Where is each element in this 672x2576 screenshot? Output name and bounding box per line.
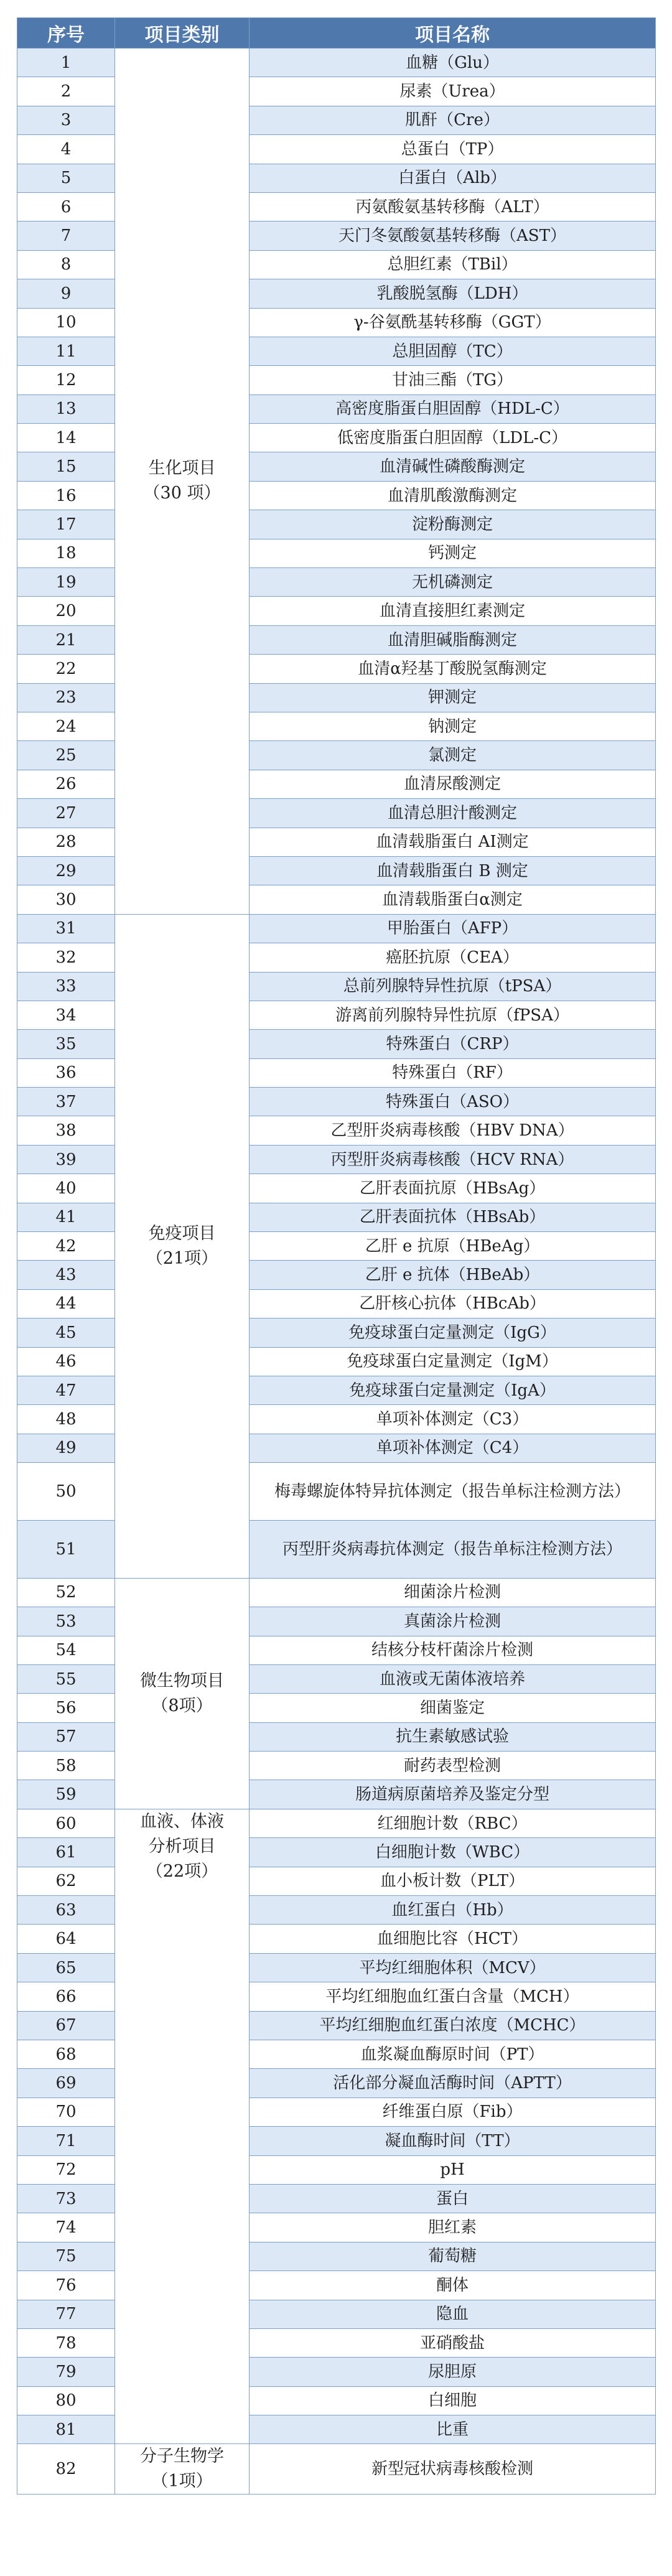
item-name: 血清α羟基丁酸脱氢酶测定 — [250, 655, 656, 683]
item-name: 游离前列腺特异性抗原（fPSA） — [250, 1001, 656, 1029]
category-label-line: （8项） — [151, 1696, 213, 1715]
table-row — [17, 250, 656, 279]
table-row — [17, 1405, 656, 1434]
table-row — [17, 2386, 656, 2415]
item-name: γ-谷氨酰基转移酶（GGT） — [250, 308, 656, 337]
row-number: 59 — [17, 1780, 115, 1809]
table-row — [17, 1867, 656, 1895]
table-row — [17, 2184, 656, 2213]
row-number: 19 — [17, 568, 115, 597]
row-number: 73 — [17, 2184, 115, 2213]
row-number: 53 — [17, 1607, 115, 1636]
row-number: 68 — [17, 2040, 115, 2068]
item-name: 肌酐（Cre） — [250, 106, 656, 134]
table-row — [17, 1347, 656, 1376]
table-row — [17, 972, 656, 1001]
category-label-line: （21项） — [146, 1248, 218, 1268]
item-name: 乙肝核心抗体（HBcAb） — [250, 1289, 656, 1318]
table-row — [17, 1001, 656, 1029]
item-name: 尿胆原 — [250, 2358, 656, 2386]
item-name: 血液或无菌体液培养 — [250, 1664, 656, 1693]
header-category: 项目类别 — [115, 18, 250, 49]
row-number: 69 — [17, 2069, 115, 2098]
item-name: 乳酸脱氢酶（LDH） — [250, 279, 656, 308]
item-name: 总前列腺特异性抗原（tPSA） — [250, 972, 656, 1001]
item-name: 平均红细胞血红蛋白浓度（MCHC） — [250, 2011, 656, 2040]
item-name: 特殊蛋白（CRP） — [250, 1030, 656, 1058]
item-name: 比重 — [250, 2415, 656, 2444]
item-name: 隐血 — [250, 2300, 656, 2328]
row-number: 22 — [17, 655, 115, 683]
row-number: 18 — [17, 539, 115, 567]
item-name: 钾测定 — [250, 683, 656, 712]
item-name: 酮体 — [250, 2271, 656, 2300]
row-number: 10 — [17, 308, 115, 337]
table-row — [17, 394, 656, 423]
item-name: 血细胞比容（HCT） — [250, 1925, 656, 1953]
category-label-line: 微生物项目 — [140, 1671, 224, 1691]
item-name: 凝血酶时间（TT） — [250, 2127, 656, 2155]
item-name: 氯测定 — [250, 741, 656, 770]
item-name: 蛋白 — [250, 2184, 656, 2213]
table-row — [17, 1896, 656, 1925]
table-row — [17, 308, 656, 337]
row-number: 26 — [17, 770, 115, 798]
item-name: 血清尿酸测定 — [250, 770, 656, 798]
table-row — [17, 1520, 656, 1578]
item-name: 无机磷测定 — [250, 568, 656, 597]
row-number: 39 — [17, 1145, 115, 1174]
item-name: 单项补体测定（C3） — [250, 1405, 656, 1434]
header-no: 序号 — [17, 18, 115, 49]
item-name: 钙测定 — [250, 539, 656, 567]
row-number: 55 — [17, 1664, 115, 1693]
row-number: 16 — [17, 481, 115, 510]
item-name: 葡萄糖 — [250, 2242, 656, 2270]
table-row — [17, 424, 656, 452]
table-row — [17, 1289, 656, 1318]
row-number: 43 — [17, 1261, 115, 1289]
category-label-line: （1项） — [151, 2471, 213, 2491]
table-row — [17, 1838, 656, 1867]
row-number: 42 — [17, 1232, 115, 1261]
row-number: 5 — [17, 164, 115, 192]
table-row — [17, 164, 656, 192]
item-name: 纤维蛋白原（Fib） — [250, 2098, 656, 2126]
row-number: 6 — [17, 192, 115, 221]
table-row — [17, 1376, 656, 1404]
table-row — [17, 741, 656, 770]
row-number: 20 — [17, 597, 115, 625]
row-number: 34 — [17, 1001, 115, 1029]
table-row — [17, 625, 656, 654]
row-number: 78 — [17, 2328, 115, 2357]
item-name: 特殊蛋白（ASO） — [250, 1088, 656, 1116]
row-number: 27 — [17, 799, 115, 828]
table-row — [17, 2271, 656, 2300]
row-number: 25 — [17, 741, 115, 770]
row-number: 65 — [17, 1953, 115, 1982]
item-name: 血清载脂蛋白α测定 — [250, 885, 656, 914]
row-number: 33 — [17, 972, 115, 1001]
table-row — [17, 2328, 656, 2357]
category-cell — [115, 49, 250, 915]
row-number: 82 — [17, 2444, 115, 2494]
table-row — [17, 597, 656, 625]
item-name: 尿素（Urea） — [250, 77, 656, 106]
item-name: 天门冬氨酸氨基转移酶（AST） — [250, 222, 656, 250]
row-number: 40 — [17, 1174, 115, 1203]
row-number: 30 — [17, 885, 115, 914]
item-name: 细菌鉴定 — [250, 1694, 656, 1722]
category-cell — [115, 1809, 250, 2444]
table-row — [17, 712, 656, 740]
item-name: 肠道病原菌培养及鉴定分型 — [250, 1780, 656, 1809]
row-number: 74 — [17, 2213, 115, 2242]
item-name: 免疫球蛋白定量测定（IgM） — [250, 1347, 656, 1376]
item-name: 白蛋白（Alb） — [250, 164, 656, 192]
row-number: 36 — [17, 1058, 115, 1087]
item-name: 总蛋白（TP） — [250, 135, 656, 164]
category-label-line: 血液、体液 — [140, 1811, 224, 1831]
table-row — [17, 1752, 656, 1780]
item-name: 细菌涂片检测 — [250, 1578, 656, 1607]
table-row — [17, 1607, 656, 1636]
item-name: 甲胎蛋白（AFP） — [250, 914, 656, 943]
row-number: 32 — [17, 943, 115, 972]
table-body — [17, 49, 656, 2494]
table-row — [17, 1174, 656, 1203]
item-name: 高密度脂蛋白胆固醇（HDL-C） — [250, 394, 656, 423]
item-name: 血清肌酸激酶测定 — [250, 481, 656, 510]
item-name: 总胆红素（TBil） — [250, 250, 656, 279]
row-number: 79 — [17, 2358, 115, 2386]
row-number: 44 — [17, 1289, 115, 1318]
row-number: 29 — [17, 856, 115, 885]
category-cell — [115, 2444, 250, 2494]
row-number: 35 — [17, 1030, 115, 1058]
table-row — [17, 1203, 656, 1231]
row-number: 17 — [17, 510, 115, 539]
row-number: 1 — [17, 49, 115, 77]
item-name: 血清载脂蛋白 B 测定 — [250, 856, 656, 885]
row-number: 50 — [17, 1463, 115, 1521]
item-name: 血清直接胆红素测定 — [250, 597, 656, 625]
table-row — [17, 1982, 656, 2011]
item-name: 低密度脂蛋白胆固醇（LDL-C） — [250, 424, 656, 452]
row-number: 46 — [17, 1347, 115, 1376]
category-label-line: 分子生物学 — [140, 2447, 224, 2466]
table-row — [17, 192, 656, 221]
table-row — [17, 655, 656, 683]
item-name: 血清碱性磷酸酶测定 — [250, 452, 656, 481]
item-name: 梅毒螺旋体特异抗体测定（报告单标注检测方法） — [250, 1463, 656, 1521]
table-row — [17, 2358, 656, 2386]
table-row — [17, 77, 656, 106]
item-name: 免疫球蛋白定量测定（IgA） — [250, 1376, 656, 1404]
item-name: 乙肝表面抗原（HBsAg） — [250, 1174, 656, 1203]
table-row — [17, 1953, 656, 1982]
item-name: 乙肝 e 抗体（HBeAb） — [250, 1261, 656, 1289]
row-number: 3 — [17, 106, 115, 134]
category-label-line: 免疫项目 — [148, 1223, 216, 1243]
item-name: 平均红细胞体积（MCV） — [250, 1953, 656, 1982]
row-number: 23 — [17, 683, 115, 712]
table-row — [17, 2127, 656, 2155]
table-row — [17, 943, 656, 972]
row-number: 52 — [17, 1578, 115, 1607]
item-name: 白细胞 — [250, 2386, 656, 2415]
table-row — [17, 1463, 656, 1521]
item-name: 血清总胆汁酸测定 — [250, 799, 656, 828]
item-name: 淀粉酶测定 — [250, 510, 656, 539]
header-name: 项目名称 — [250, 18, 656, 49]
row-number: 76 — [17, 2271, 115, 2300]
table-row — [17, 1809, 656, 1837]
item-name: 癌胚抗原（CEA） — [250, 943, 656, 972]
item-name: 乙肝表面抗体（HBsAb） — [250, 1203, 656, 1231]
item-name: 胆红素 — [250, 2213, 656, 2242]
item-name: 丙型肝炎病毒抗体测定（报告单标注检测方法） — [250, 1520, 656, 1578]
row-number: 67 — [17, 2011, 115, 2040]
table-row — [17, 1116, 656, 1145]
row-number: 58 — [17, 1752, 115, 1780]
table-row — [17, 1030, 656, 1058]
table-row — [17, 1722, 656, 1751]
table-row — [17, 1261, 656, 1289]
row-number: 9 — [17, 279, 115, 308]
item-name: 亚硝酸盐 — [250, 2328, 656, 2357]
row-number: 75 — [17, 2242, 115, 2270]
item-name: 新型冠状病毒核酸检测 — [250, 2444, 656, 2494]
table-row — [17, 49, 656, 77]
table-row — [17, 770, 656, 798]
row-number: 62 — [17, 1867, 115, 1895]
item-name: 单项补体测定（C4） — [250, 1434, 656, 1462]
row-number: 7 — [17, 222, 115, 250]
table-row — [17, 279, 656, 308]
table-row — [17, 1434, 656, 1462]
category-cell — [115, 1578, 250, 1809]
table-row — [17, 2415, 656, 2444]
table-row — [17, 539, 656, 567]
table-row — [17, 2155, 656, 2184]
row-number: 12 — [17, 366, 115, 394]
item-name: 真菌涂片检测 — [250, 1607, 656, 1636]
table-header-row — [17, 18, 656, 49]
row-number: 51 — [17, 1520, 115, 1578]
row-number: 38 — [17, 1116, 115, 1145]
row-number: 45 — [17, 1318, 115, 1347]
row-number: 13 — [17, 394, 115, 423]
row-number: 64 — [17, 1925, 115, 1953]
row-number: 24 — [17, 712, 115, 740]
item-name: 白细胞计数（WBC） — [250, 1838, 656, 1867]
row-number: 31 — [17, 914, 115, 943]
row-number: 54 — [17, 1636, 115, 1664]
category-label-line: 生化项目 — [148, 459, 216, 478]
table-row — [17, 106, 656, 134]
item-name: 血清胆碱脂酶测定 — [250, 625, 656, 654]
row-number: 2 — [17, 77, 115, 106]
table-row — [17, 2242, 656, 2270]
table-row — [17, 1088, 656, 1116]
table-row — [17, 1780, 656, 1809]
row-number: 49 — [17, 1434, 115, 1462]
test-items-table — [17, 17, 656, 2494]
item-name: 丙氨酸氨基转移酶（ALT） — [250, 192, 656, 221]
table-row — [17, 914, 656, 943]
item-name: 抗生素敏感试验 — [250, 1722, 656, 1751]
item-name: 特殊蛋白（RF） — [250, 1058, 656, 1087]
row-number: 60 — [17, 1809, 115, 1837]
table-row — [17, 1145, 656, 1174]
item-name: 血小板计数（PLT） — [250, 1867, 656, 1895]
row-number: 80 — [17, 2386, 115, 2415]
row-number: 48 — [17, 1405, 115, 1434]
table-row — [17, 2011, 656, 2040]
item-name: 红细胞计数（RBC） — [250, 1809, 656, 1837]
table-row — [17, 510, 656, 539]
table-row — [17, 1318, 656, 1347]
row-number: 4 — [17, 135, 115, 164]
table-row — [17, 1058, 656, 1087]
item-name: 乙肝 e 抗原（HBeAg） — [250, 1232, 656, 1261]
item-name: 结核分枝杆菌涂片检测 — [250, 1636, 656, 1664]
item-name: 总胆固醇（TC） — [250, 337, 656, 365]
item-name: 乙型肝炎病毒核酸（HBV DNA） — [250, 1116, 656, 1145]
row-number: 71 — [17, 2127, 115, 2155]
table-row — [17, 481, 656, 510]
item-name: 活化部分凝血活酶时间（APTT） — [250, 2069, 656, 2098]
item-name: 甘油三酯（TG） — [250, 366, 656, 394]
item-name: 耐药表型检测 — [250, 1752, 656, 1780]
row-number: 56 — [17, 1694, 115, 1722]
row-number: 37 — [17, 1088, 115, 1116]
row-number: 72 — [17, 2155, 115, 2184]
table-row — [17, 2069, 656, 2098]
row-number: 70 — [17, 2098, 115, 2126]
item-name: 钠测定 — [250, 712, 656, 740]
item-name: 血浆凝血酶原时间（PT） — [250, 2040, 656, 2068]
category-label-line: （22项） — [146, 1861, 218, 1881]
table-row — [17, 337, 656, 365]
table-row — [17, 856, 656, 885]
row-number: 77 — [17, 2300, 115, 2328]
row-number: 8 — [17, 250, 115, 279]
table-row — [17, 1694, 656, 1722]
item-name: 平均红细胞血红蛋白含量（MCH） — [250, 1982, 656, 2011]
table-row — [17, 2444, 656, 2494]
item-name: pH — [250, 2155, 656, 2184]
table-row — [17, 2040, 656, 2068]
row-number: 61 — [17, 1838, 115, 1867]
row-number: 63 — [17, 1896, 115, 1925]
table-row — [17, 2300, 656, 2328]
table-row — [17, 2098, 656, 2126]
table-row — [17, 683, 656, 712]
item-name: 血红蛋白（Hb） — [250, 1896, 656, 1925]
table-row — [17, 828, 656, 856]
table-row — [17, 1232, 656, 1261]
item-name: 血糖（Glu） — [250, 49, 656, 77]
table-row — [17, 135, 656, 164]
row-number: 11 — [17, 337, 115, 365]
category-label-line: 分析项目 — [148, 1836, 216, 1856]
table-row — [17, 1664, 656, 1693]
table-row — [17, 366, 656, 394]
table-row — [17, 568, 656, 597]
row-number: 41 — [17, 1203, 115, 1231]
row-number: 66 — [17, 1982, 115, 2011]
category-cell — [115, 914, 250, 1578]
row-number: 28 — [17, 828, 115, 856]
row-number: 21 — [17, 625, 115, 654]
row-number: 81 — [17, 2415, 115, 2444]
table-row — [17, 1925, 656, 1953]
row-number: 47 — [17, 1376, 115, 1404]
table-row — [17, 799, 656, 828]
table-row — [17, 885, 656, 914]
row-number: 14 — [17, 424, 115, 452]
item-name: 血清载脂蛋白 AⅠ测定 — [250, 828, 656, 856]
category-label-line: （30 项） — [143, 483, 221, 503]
table-row — [17, 452, 656, 481]
row-number: 15 — [17, 452, 115, 481]
table-row — [17, 2213, 656, 2242]
item-name: 免疫球蛋白定量测定（IgG） — [250, 1318, 656, 1347]
table-row — [17, 222, 656, 250]
row-number: 57 — [17, 1722, 115, 1751]
item-name: 丙型肝炎病毒核酸（HCV RNA） — [250, 1145, 656, 1174]
table-row — [17, 1578, 656, 1607]
table-row — [17, 1636, 656, 1664]
